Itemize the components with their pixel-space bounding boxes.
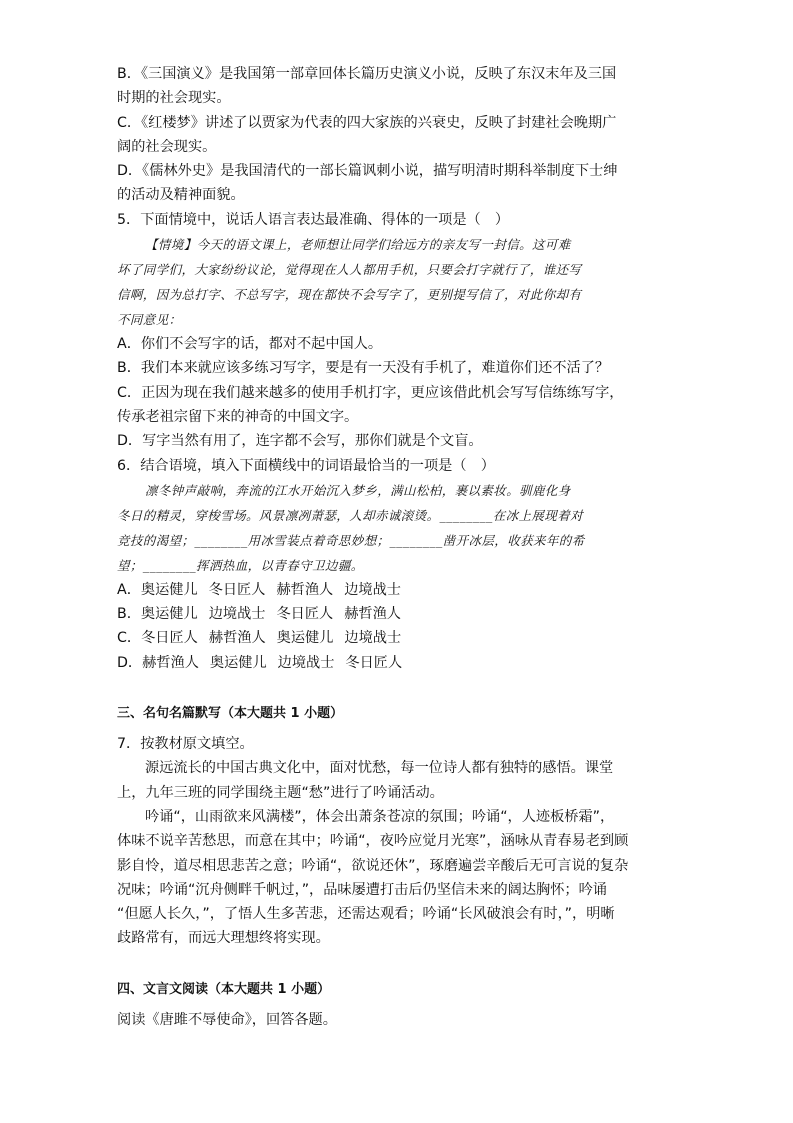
section-4-title: 四、文言文阅读（本大题共 1 小题） (117, 981, 331, 997)
option-word: 赫哲渔人 (276, 581, 334, 598)
q4-option-c-line2: 阔的社会现实。 (117, 138, 217, 155)
q4-option-b-line1: B．《三国演义》是我国第一部章回体长篇历史演义小说，反映了东汉末年及三国 (117, 66, 617, 82)
q6-passage-line: 竞技的渴望；________用冰雪装点着奇思妙想；________凿开冰层，收获来年的希 (117, 532, 585, 548)
section-3 (117, 702, 682, 951)
option-word: 赫哲渔人 (208, 630, 266, 647)
option-letter: D． (117, 654, 143, 671)
section-3-title: 三、名句名篇默写（本大题共 1 小题） (117, 706, 344, 722)
q7-body-line: 影自怜，道尽相思悲苦之意；吟诵“，欲说还休”，琢磨遍尝辛酸后无可言说的复杂 (117, 857, 629, 874)
q4-option-b-line2: 时期的社会现实。 (117, 90, 231, 107)
q6-option-a (117, 578, 682, 602)
q7-body-line: 吟诵“，山雨欲来风满楼”，体会出萧条苍凉的氛围；吟诵“，人迹板桥霜”， (145, 808, 615, 825)
option-word: 边境战士 (208, 606, 266, 623)
document-page (117, 62, 682, 1032)
q7-question: 7．按教材原文填空。 (117, 736, 254, 753)
q5-situation-line: 坏了同学们，大家纷纷议论，觉得现在人人都用手机，只要会打字就行了，谁还写 (117, 262, 582, 278)
option-word: 冬日匠人 (276, 606, 334, 623)
option-word: 奥运健儿 (140, 606, 198, 623)
q5-option-b: B．我们本来就应该多练习写字，要是有一天没有手机了，难道你们还不活了？ (117, 360, 610, 377)
q6-option-b (117, 602, 682, 626)
q4-option-d-line1: D．《儒林外史》是我国清代的一部长篇讽刺小说，描写明清时期科举制度下士绅 (117, 163, 618, 180)
option-letter: B． (117, 606, 141, 623)
option-word: 边境战士 (344, 581, 401, 598)
q7-intro-line: 上，九年三班的同学围绕主题“愁”进行了吟诵活动。 (117, 784, 444, 801)
q5-option-a: A．你们不会写字的话，都对不起中国人。 (117, 336, 383, 353)
option-word: 边境战士 (344, 630, 402, 647)
q6-option-d (117, 651, 682, 675)
section-4-intro: 阅读《唐雎不辱使命》，回答各题。 (117, 1011, 337, 1028)
q6-question: 6．结合语境，填入下面横线中的词语最恰当的一项是（ ） (117, 457, 495, 474)
q5-situation-line: 不同意见： (117, 312, 182, 328)
q5-option-c-line1: C．正因为现在我们越来越多的使用手机打字，更应该借此机会写写信练练写字， (117, 384, 624, 401)
q4-option-c-line1: C．《红楼梦》讲述了以贾家为代表的四大家族的兴衰史，反映了封建社会晚期广 (117, 114, 617, 131)
q4-option-d-line2: 的活动及精神面貌。 (117, 187, 245, 204)
q5-question: 5．下面情境中，说话人语言表达最准确、得体的一项是（ ） (117, 211, 510, 228)
q5-situation-line: 信啊，因为总打字、不总写字，现在都快不会写字了，更别提写信了，对此你却有 (117, 287, 582, 303)
q6-passage-line: 凛冬钟声敲响，奔流的江水开始沉入梦乡，满山松柏，裹以素妆。驯鹿化身 (145, 482, 571, 498)
q5-situation-line: 【情境】今天的语文课上，老师想让同学们给远方的亲友写一封信。这可难 (145, 237, 571, 253)
q7-body-line: “但愿人长久，”，了悟人生多苦悲，还需达观看；吟诵“长风破浪会有时，”，明晰 (117, 906, 615, 923)
q6-option-c (117, 626, 682, 650)
q6-passage-line: 望；________挥洒热血，以青春守卫边疆。 (117, 557, 364, 573)
option-word: 奥运健儿 (276, 630, 334, 647)
q7-body-line: 况味；吟诵“沉舟侧畔千帆过，”，品味屡遭打击后仍坚信未来的阔达胸怀；吟诵 (117, 881, 607, 898)
q7-intro-line: 源远流长的中国古典文化中，面对忧愁，每一位诗人都有独特的感悟。课堂 (145, 760, 614, 777)
option-word: 边境战士 (277, 654, 335, 671)
q7-body-line: 歧路常有，而远大理想终将实现。 (117, 930, 330, 947)
q6-passage-line: 冬日的精灵，穿梭雪场。风景凛冽萧瑟，人却赤诚滚烫。________在冰上展现着对 (117, 507, 584, 523)
option-word: 奥运健儿 (209, 654, 267, 671)
q4-options (117, 62, 682, 208)
option-letter: C． (117, 630, 142, 647)
option-word: 冬日匠人 (208, 581, 266, 598)
question-5 (117, 208, 682, 454)
option-letter: A． (117, 581, 141, 598)
option-word: 赫哲渔人 (344, 606, 401, 623)
q7-body-line: 体味不说辛苦愁思，而意在其中；吟诵“，夜吟应觉月光寒”，涵咏从青春易老到顾 (117, 833, 629, 850)
option-word: 奥运健儿 (140, 581, 198, 598)
question-6 (117, 454, 682, 675)
section-4 (117, 978, 682, 1032)
q5-option-d: D．写字当然有用了，连字都不会写，那你们就是个文盲。 (117, 433, 483, 450)
option-word: 赫哲渔人 (142, 654, 199, 671)
option-word: 冬日匠人 (141, 630, 198, 647)
option-word: 冬日匠人 (345, 654, 403, 671)
q5-option-c-line2: 传承老祖宗留下来的神奇的中国文字。 (117, 408, 359, 425)
